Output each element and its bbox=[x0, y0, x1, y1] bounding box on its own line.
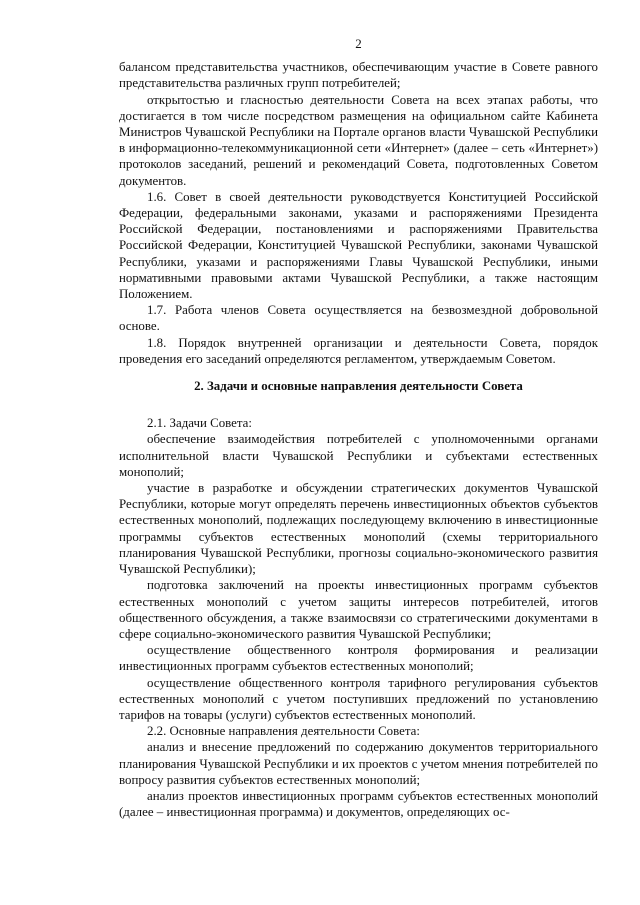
paragraph-conclusions: подготовка заключений на проекты инвестиционных программ субъектов естественных монополий с учетом защиты интересов потребителей, итогов общественного обсуждения, а также взаимосвязи со стратегическими документами в сфере социально-экономического развития Чувашской Республики; bbox=[119, 578, 598, 641]
paragraph-1-8: 1.8. Порядок внутренней организации и деятельности Совета, порядок проведения его заседаний определяются регламентом, утверждаемым Советом. bbox=[119, 335, 598, 366]
paragraph-analysis-investment: анализ проектов инвестиционных программ субъектов естественных монополий (далее – инвестиционная программа) и документов, определяющих ос- bbox=[119, 788, 598, 820]
page-number: 2 bbox=[355, 36, 362, 51]
paragraph-public-control-investment: осуществление общественного контроля формирования и реализации инвестиционных программ субъектов естественных монополий; bbox=[119, 643, 598, 674]
document-page bbox=[119, 36, 598, 820]
paragraph-1-7: 1.7. Работа членов Совета осуществляется на безвозмездной добровольной основе. bbox=[119, 303, 598, 334]
paragraph-2-1: 2.1. Задачи Совета: bbox=[147, 416, 252, 431]
paragraph-1-6: 1.6. Совет в своей деятельности руководствуется Конституцией Российской Федерации, федеральными законами, указами и распоряжениями Президента Российской Федерации, постановлениями и распоряжениями Правительства Российской Федерации, Конституцией Чувашской Республики, законами Чувашской Республики, указами и распоряжениями Главы Чувашской Республики, иными нормативными правовыми актами Чувашской Республики, а также настоящим Положением. bbox=[119, 189, 598, 302]
paragraph-2-2: 2.2. Основные направления деятельности Совета: bbox=[147, 724, 420, 739]
paragraph-public-control-tariff: осуществление общественного контроля тарифного регулирования субъектов естественных монополий с учетом поступивших предложений по установлению тарифов на товары (услуги) субъектов естественных монополий. bbox=[119, 675, 598, 722]
paragraph-strategic-documents: участие в разработке и обсуждении стратегических документов Чувашской Республики, которые могут определять перечень инвестиционных объектов субъектов естественных монополий, подлежащих последующему включению в инвестиционные программы субъектов естественных монополий (схемы территориального планирования Чувашской Республики, прогнозы социально-экономического развития Чувашской Республики); bbox=[119, 481, 598, 577]
paragraph-analysis-territorial: анализ и внесение предложений по содержанию документов территориального планирования Чувашской Республики и их проектов с учетом мнения потребителей по вопросу развития субъектов естественных монополий; bbox=[119, 740, 598, 787]
paragraph-balance: балансом представительства участников, обеспечивающим участие в Совете равного представительства различных групп потребителей; bbox=[119, 60, 598, 91]
paragraph-interaction: обеспечение взаимодействия потребителей с уполномоченными органами исполнительной власти Чувашской Республики и субъектами естественных монополий; bbox=[119, 432, 598, 479]
section-heading: 2. Задачи и основные направления деятельности Совета bbox=[194, 379, 523, 394]
paragraph-openness: открытостью и гласностью деятельности Совета на всех этапах работы, что достигается в том числе посредством размещения на официальном сайте Кабинета Министров Чувашской Республики на Портале органов власти Чувашской Республики в информационно-телекоммуникационной сети «Интернет» (далее – сеть «Интернет») протоколов заседаний, решений и рекомендаций Совета, подготовленных Советом документов. bbox=[119, 92, 598, 188]
